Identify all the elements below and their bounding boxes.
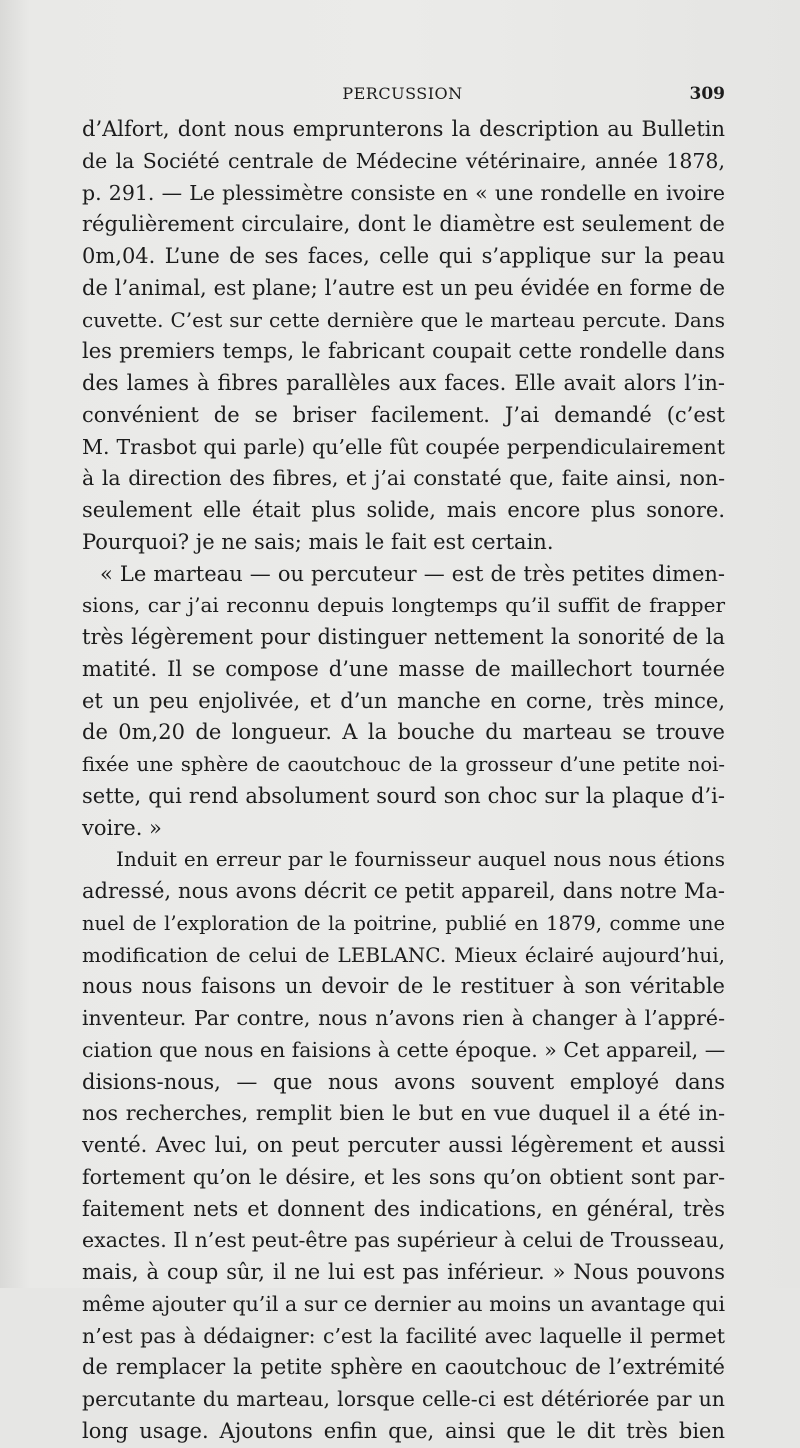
text-line: d’Alfort, dont nous emprunterons la description au Bulletin	[82, 117, 725, 141]
text-line: nuel de l’exploration de la poitrine, publié en 1879, comme une	[82, 911, 725, 935]
text-line: matité. Il se compose d’une masse de maillechort tournée	[82, 656, 725, 681]
text-line: cuvette. C’est sur cette dernière que le marteau percute. Dans	[82, 307, 725, 332]
text-line: « Le marteau — ou percuteur — est de très petites dimen-	[100, 561, 725, 586]
text-line: Pourquoi? je ne sais; mais le fait est certain.	[82, 529, 554, 554]
text-line: seulement elle était plus solide, mais encore plus sonore.	[82, 498, 725, 522]
text-line: de l’animal, est plane; l’autre est un peu évidée en forme de	[82, 275, 725, 300]
text-line: faitement nets et donnent des indications, en général, très	[82, 1196, 725, 1221]
text-line: nos recherches, remplit bien le but en vue duquel il a été in-	[82, 1101, 725, 1126]
text-line: inventeur. Par contre, nous n’avons rien à changer à l’appré-	[82, 1006, 725, 1030]
page-number: 309	[689, 84, 725, 104]
text-line: nous nous faisons un devoir de le restituer à son véritable	[82, 974, 725, 999]
body-text	[82, 114, 725, 1448]
text-line: très légèrement pour distinguer nettement la sonorité de la	[82, 625, 725, 649]
text-line: percutante du marteau, lorsque celle-ci est détériorée par un	[82, 1387, 725, 1411]
text-line: voire. »	[82, 815, 162, 840]
text-line: 0m,04. L’une de ses faces, celle qui s’applique sur la peau	[82, 244, 725, 268]
text-line: p. 291. — Le plessimètre consiste en « une rondelle en ivoire	[82, 180, 725, 205]
text-line: exactes. Il n’est peut-être pas supérieur à celui de Trousseau,	[82, 1228, 725, 1253]
text-line: ciation que nous en faisions à cette époque. » Cet appareil, —	[82, 1037, 726, 1062]
text-line: modification de celui de LEBLANC. Mieux éclairé aujourd’hui,	[82, 942, 725, 967]
text-line: fixée une sphère de caoutchouc de la grosseur d’une petite noi-	[82, 753, 725, 776]
text-line: sette, qui rend absolument sourd son choc sur la plaque d’i-	[82, 783, 725, 808]
text-line: M. Trasbot qui parle) qu’elle fût coupée perpendiculairement	[82, 434, 725, 459]
text-line: n’est pas à dédaigner: c’est la facilité avec laquelle il permet	[82, 1323, 725, 1348]
text-line: Induit en erreur par le fournisseur auquel nous nous étions	[116, 847, 725, 872]
text-line: sions, car j’ai reconnu depuis longtemps qu’il suffit de frapper	[82, 593, 725, 618]
text-line: disions-nous, — que nous avons souvent employé dans	[82, 1069, 725, 1094]
text-line: à la direction des fibres, et j’ai constaté que, faite ainsi, non-	[82, 466, 725, 491]
text-line: mais, à coup sûr, il ne lui est pas inférieur. » Nous pouvons	[82, 1260, 725, 1284]
running-head: PERCUSSION	[342, 84, 463, 103]
text-line: et un peu enjolivée, et d’un manche en corne, très mince,	[82, 688, 725, 713]
text-line: même ajouter qu’il a sur ce dernier au moins un avantage qui	[82, 1291, 725, 1316]
page-header	[80, 84, 725, 108]
text-line: venté. Avec lui, on peut percuter aussi légèrement et aussi	[82, 1133, 725, 1157]
text-line: de la Société centrale de Médecine vétérinaire, année 1878,	[82, 148, 725, 173]
text-line: de 0m,20 de longueur. A la bouche du marteau se trouve	[82, 720, 725, 745]
text-line: convénient de se briser facilement. J’ai demandé (c’est	[82, 402, 725, 427]
text-line: fortement qu’on le désire, et les sons qu’on obtient sont par-	[82, 1164, 725, 1189]
text-line: adressé, nous avons décrit ce petit appareil, dans notre Ma-	[82, 879, 725, 903]
text-line: les premiers temps, le fabricant coupait cette rondelle dans	[82, 339, 725, 364]
text-line: des lames à fibres parallèles aux faces. Elle avait alors l’in-	[82, 371, 725, 395]
text-line: de remplacer la petite sphère en caoutchouc de l’extrémité	[82, 1355, 725, 1380]
text-line: régulièrement circulaire, dont le diamètre est seulement de	[82, 212, 725, 237]
text-line: long usage. Ajoutons enfin que, ainsi que le dit très bien	[82, 1418, 725, 1443]
